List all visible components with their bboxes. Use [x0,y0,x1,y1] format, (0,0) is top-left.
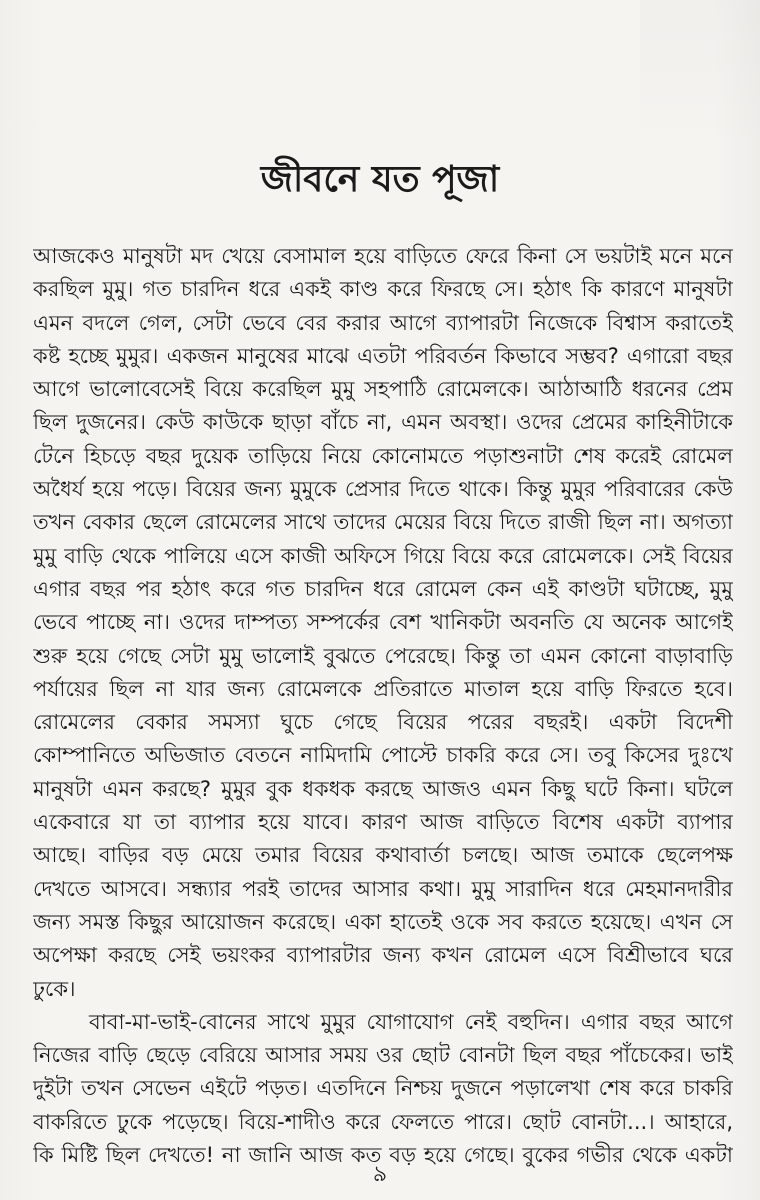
text-line: আছে। বাড়ির বড় মেয়ে তমার বিয়ের কথাবার্তা চলছে। আজ তমাকে ছেলেপক্ষ [33,843,733,868]
text-line: কি মিষ্টি ছিল দেখতে! না জানি আজ কত বড় হয়ে গেছে। বুকের গভীর থেকে একটা [33,1143,733,1168]
text-line: রোমেলের বেকার সমস্যা ঘুচে গেছে বিয়ের পরের বছরই। একটা বিদেশী [33,710,733,735]
text-line: জন্য সমস্ত কিছুর আয়োজন করেছে। একা হাতেই ওকে সব করতে হয়েছে। এখন সে [33,909,733,934]
text-line: দুইটা তখন সেভেন এইটে পড়ত। এতদিনে নিশ্চয় দুজনে পড়ালেখা শেষ করে চাকরি [33,1076,733,1101]
text-line: অপেক্ষা করছে সেই ভয়ংকর ব্যাপারটার জন্য কখন রোমেল এসে বিশ্রীভাবে ঘরে [33,943,733,968]
text-line: আগে ভালোবেসেই বিয়ে করেছিল মুমু সহপাঠি রোমেলকে। আঠাআঠি ধরনের প্রেম [33,377,733,402]
text-line: কষ্ট হচ্ছে মুমুর। একজন মানুষের মাঝে এতটা পরিবর্তন কিভাবে সম্ভব? এগারো বছর [33,343,733,368]
text-line: কোম্পানিতে অভিজাত বেতনে নামিদামি পোস্টে চাকরি করে সে। তবু কিসের দুঃখে [33,743,733,768]
text-line: শুরু হয়ে গেছে সেটা মুমু ভালোই বুঝতে পেরেছে। কিন্তু তা এমন কোনো বাড়াবাড়ি [33,643,733,668]
text-line: ভেবে পাচ্ছে না। ওদের দাম্পত্য সম্পর্কের বেশ খানিকটা অবনতি যে অনেক আগেই [33,610,733,635]
text-line: বাবা-মা-ভাই-বোনের সাথে মুমুর যোগাযোগ নেই বহুদিন। এগার বছর আগে [89,1009,733,1034]
text-line: মুমু বাড়ি থেকে পালিয়ে এসে কাজী অফিসে গিয়ে বিয়ে করে রোমেলকে। সেই বিয়ের [33,543,733,568]
text-line: ছিল দুজনের। কেউ কাউকে ছাড়া বাঁচে না, এমন অবস্থা। ওদের প্রেমের কাহিনীটাকে [33,410,733,435]
body-text [33,240,733,1172]
text-line: দেখতে আসবে। সন্ধ্যার পরই তাদের আসার কথা। মুমু সারাদিন ধরে মেহমানদারীর [33,876,733,901]
text-line: ঢুকে। [33,976,76,1001]
text-line: করছিল মুমু। গত চারদিন ধরে একই কাণ্ড করে ফিরছে সে। হঠাৎ কি কারণে মানুষটা [33,277,733,302]
page-number: ৯ [372,1162,388,1187]
text-line: একেবারে যা তা ব্যাপার হয়ে যাবে। কারণ আজ বাড়িতে বিশেষ একটা ব্যাপার [33,810,733,835]
text-line: পর্যায়ের ছিল না যার জন্য রোমেলকে প্রতিরাতে মাতাল হয়ে বাড়ি ফিরতে হবে। [33,676,733,701]
chapter-title: জীবনে যত পূজা [260,159,500,200]
paragraph-1 [33,240,733,1006]
text-line: বাকরিতে ঢুকে পড়েছে। বিয়ে-শাদীও করে ফেলতে পারে। ছোট বোনটা...। আহারে, [33,1109,733,1134]
text-line: আজকেও মানুষটা মদ খেয়ে বেসামাল হয়ে বাড়িতে ফেরে কিনা সে ভয়টাই মনে মনে [33,244,733,268]
page-shadow [640,0,760,150]
text-line: মানুষটা এমন করছে? মুমুর বুক ধকধক করছে আজও এমন কিছু ঘটে কিনা। ঘটলে [33,776,733,801]
text-line: টেনে হিচড়ে বছর দুয়েক তাড়িয়ে নিয়ে কোনোমতে পড়াশুনাটা শেষ করেই রোমেল [33,443,733,468]
text-line: এগার বছর পর হঠাৎ করে গত চারদিন ধরে রোমেল কেন এই কাণ্ডটা ঘটাচ্ছে, মুমু [33,576,733,601]
paragraph-2 [33,1006,733,1172]
text-line: অধৈর্য হয়ে পড়ে। বিয়ের জন্য মুমুকে প্রেসার দিতে থাকে। কিন্তু মুমুর পরিবারের কেউ [33,477,733,502]
text-line: তখন বেকার ছেলে রোমেলের সাথে তাদের মেয়ের বিয়ে দিতে রাজী ছিল না। অগত্যা [33,510,733,535]
text-line: এমন বদলে গেল, সেটা ভেবে বের করার আগে ব্যাপারটা নিজেকে বিশ্বাস করাতেই [33,310,733,335]
text-line: নিজের বাড়ি ছেড়ে বেরিয়ে আসার সময় ওর ছোট বোনটা ছিল বছর পাঁচেকের। ভাই [33,1043,733,1068]
